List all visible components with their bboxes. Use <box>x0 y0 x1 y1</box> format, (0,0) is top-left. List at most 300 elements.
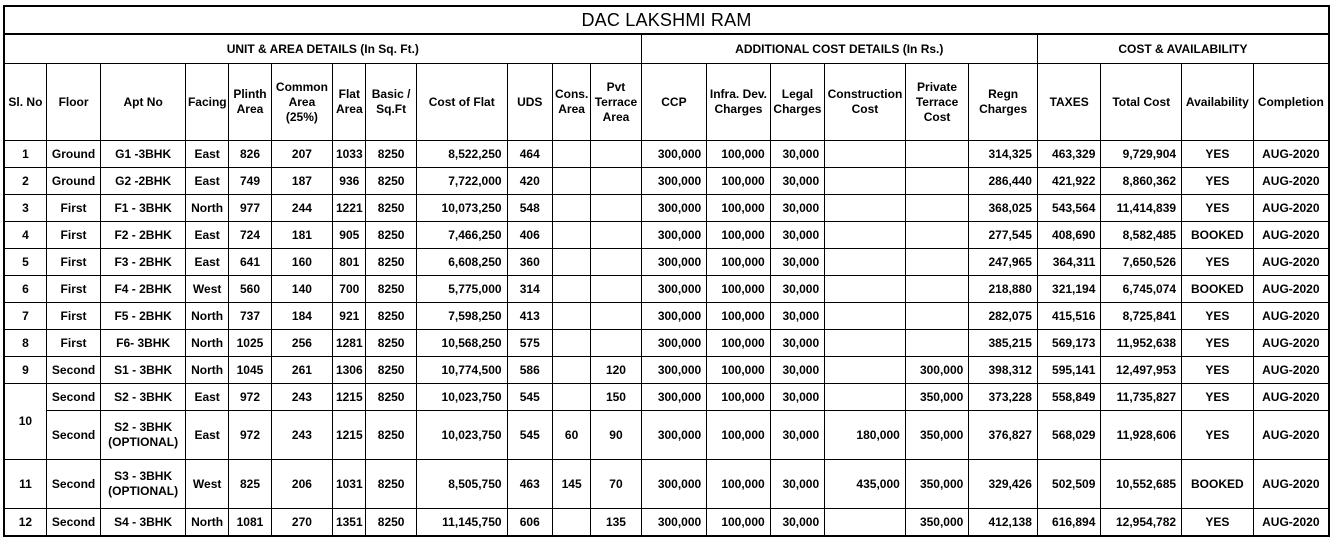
cell-facing: North <box>185 330 228 357</box>
cell-constr <box>825 168 906 195</box>
cell-total: 7,650,526 <box>1101 249 1182 276</box>
cell-basic: 8250 <box>366 168 416 195</box>
cell-total: 11,928,606 <box>1101 411 1182 460</box>
cell-privcost <box>905 222 969 249</box>
cell-legal: 30,000 <box>770 411 824 460</box>
cell-plinth: 724 <box>229 222 271 249</box>
cell-regn: 247,965 <box>969 249 1038 276</box>
cell-cost: 5,775,000 <box>416 276 507 303</box>
cell-taxes: 364,311 <box>1037 249 1101 276</box>
cell-cost: 7,722,000 <box>416 168 507 195</box>
cell-plinth: 826 <box>229 141 271 168</box>
cell-common: 207 <box>271 141 333 168</box>
cell-basic: 8250 <box>366 222 416 249</box>
col-header-legal: Legal Charges <box>770 64 824 141</box>
cell-cost: 10,073,250 <box>416 195 507 222</box>
cell-pvt <box>591 195 641 222</box>
cell-uds: 413 <box>507 303 552 330</box>
col-header-completion: Completion <box>1253 64 1329 141</box>
cell-completion: AUG-2020 <box>1253 411 1329 460</box>
cell-avail: YES <box>1182 303 1254 330</box>
cell-total: 8,582,485 <box>1101 222 1182 249</box>
cell-privcost <box>905 276 969 303</box>
col-header-uds: UDS <box>507 64 552 141</box>
cell-common: 187 <box>271 168 333 195</box>
table-row <box>4 222 1329 249</box>
cell-apt: F6- 3BHK <box>101 330 186 357</box>
cell-flat: 936 <box>333 168 366 195</box>
price-table <box>3 5 1330 537</box>
cell-total: 9,729,904 <box>1101 141 1182 168</box>
cell-flat: 1215 <box>333 384 366 411</box>
cell-plinth: 749 <box>229 168 271 195</box>
cell-pvt <box>591 222 641 249</box>
cell-total: 10,552,685 <box>1101 460 1182 509</box>
cell-cons <box>552 168 590 195</box>
cell-ccp: 300,000 <box>641 141 707 168</box>
cell-legal: 30,000 <box>770 357 824 384</box>
cell-privcost <box>905 330 969 357</box>
cell-apt: S2 - 3BHK (OPTIONAL) <box>101 411 186 460</box>
cell-sl: 1 <box>4 141 46 168</box>
cell-cost: 10,568,250 <box>416 330 507 357</box>
cell-uds: 406 <box>507 222 552 249</box>
col-header-total-cost: Total Cost <box>1101 64 1182 141</box>
cell-avail: YES <box>1182 141 1254 168</box>
cell-apt: S1 - 3BHK <box>101 357 186 384</box>
cell-infra: 100,000 <box>707 249 771 276</box>
cell-ccp: 300,000 <box>641 249 707 276</box>
table-row <box>4 357 1329 384</box>
cell-facing: East <box>185 168 228 195</box>
cell-basic: 8250 <box>366 411 416 460</box>
cell-apt: F4 - 2BHK <box>101 276 186 303</box>
cell-infra: 100,000 <box>707 141 771 168</box>
cell-regn: 376,827 <box>969 411 1038 460</box>
cell-privcost <box>905 195 969 222</box>
cell-completion: AUG-2020 <box>1253 357 1329 384</box>
cell-facing: East <box>185 141 228 168</box>
cell-facing: North <box>185 509 228 537</box>
cell-constr <box>825 303 906 330</box>
cell-cons <box>552 330 590 357</box>
cell-constr: 180,000 <box>825 411 906 460</box>
cell-infra: 100,000 <box>707 411 771 460</box>
cell-completion: AUG-2020 <box>1253 330 1329 357</box>
col-header-regn-charges: Regn Charges <box>969 64 1038 141</box>
cell-plinth: 737 <box>229 303 271 330</box>
table-row <box>4 195 1329 222</box>
cell-avail: YES <box>1182 509 1254 537</box>
cell-cons <box>552 141 590 168</box>
col-header-common-area: Common Area (25%) <box>271 64 333 141</box>
cell-avail: BOOKED <box>1182 276 1254 303</box>
cell-cons <box>552 384 590 411</box>
cell-plinth: 972 <box>229 411 271 460</box>
cell-plinth: 1045 <box>229 357 271 384</box>
cell-regn: 385,215 <box>969 330 1038 357</box>
cell-regn: 373,228 <box>969 384 1038 411</box>
cell-common: 160 <box>271 249 333 276</box>
cell-legal: 30,000 <box>770 384 824 411</box>
cell-completion: AUG-2020 <box>1253 509 1329 537</box>
cell-ccp: 300,000 <box>641 222 707 249</box>
cell-floor: Second <box>46 384 100 411</box>
cell-facing: East <box>185 222 228 249</box>
table-row <box>4 168 1329 195</box>
cell-privcost: 350,000 <box>905 411 969 460</box>
cell-constr <box>825 357 906 384</box>
cell-apt: F1 - 3BHK <box>101 195 186 222</box>
cell-uds: 463 <box>507 460 552 509</box>
cell-legal: 30,000 <box>770 330 824 357</box>
cell-total: 8,725,841 <box>1101 303 1182 330</box>
cell-common: 261 <box>271 357 333 384</box>
cell-floor: Ground <box>46 141 100 168</box>
cell-flat: 1033 <box>333 141 366 168</box>
cell-regn: 329,426 <box>969 460 1038 509</box>
table-row <box>4 141 1329 168</box>
cell-ccp: 300,000 <box>641 195 707 222</box>
cell-pvt <box>591 168 641 195</box>
cell-constr <box>825 276 906 303</box>
cell-plinth: 972 <box>229 384 271 411</box>
cell-privcost: 350,000 <box>905 384 969 411</box>
table-body <box>4 141 1329 537</box>
cell-infra: 100,000 <box>707 330 771 357</box>
cell-legal: 30,000 <box>770 509 824 537</box>
cell-sl: 3 <box>4 195 46 222</box>
cell-uds: 420 <box>507 168 552 195</box>
col-header-facing: Facing <box>185 64 228 141</box>
cell-completion: AUG-2020 <box>1253 249 1329 276</box>
price-sheet <box>3 5 1330 537</box>
cell-apt: S2 - 3BHK <box>101 384 186 411</box>
cell-cons: 145 <box>552 460 590 509</box>
table-row <box>4 276 1329 303</box>
table-row <box>4 411 1329 460</box>
cell-plinth: 825 <box>229 460 271 509</box>
col-header-plinth-area: Plinth Area <box>229 64 271 141</box>
cell-ccp: 300,000 <box>641 303 707 330</box>
cell-flat: 905 <box>333 222 366 249</box>
cell-legal: 30,000 <box>770 460 824 509</box>
cell-completion: AUG-2020 <box>1253 276 1329 303</box>
cell-total: 11,414,839 <box>1101 195 1182 222</box>
cell-regn: 218,880 <box>969 276 1038 303</box>
col-header-construction-cost: Construction Cost <box>825 64 906 141</box>
cell-sl: 10 <box>4 384 46 460</box>
col-header-availability: Availability <box>1182 64 1254 141</box>
cell-facing: North <box>185 195 228 222</box>
cell-apt: S4 - 3BHK <box>101 509 186 537</box>
cell-sl: 6 <box>4 276 46 303</box>
cell-uds: 545 <box>507 411 552 460</box>
cell-flat: 1215 <box>333 411 366 460</box>
cell-facing: West <box>185 460 228 509</box>
cell-infra: 100,000 <box>707 276 771 303</box>
cell-regn: 368,025 <box>969 195 1038 222</box>
cell-floor: First <box>46 303 100 330</box>
cell-cons <box>552 249 590 276</box>
cell-flat: 1031 <box>333 460 366 509</box>
cell-completion: AUG-2020 <box>1253 222 1329 249</box>
cell-taxes: 321,194 <box>1037 276 1101 303</box>
cell-common: 243 <box>271 384 333 411</box>
cell-total: 8,860,362 <box>1101 168 1182 195</box>
cell-completion: AUG-2020 <box>1253 303 1329 330</box>
cell-total: 6,745,074 <box>1101 276 1182 303</box>
cell-constr <box>825 222 906 249</box>
cell-total: 11,952,638 <box>1101 330 1182 357</box>
cell-common: 140 <box>271 276 333 303</box>
cell-basic: 8250 <box>366 249 416 276</box>
cell-infra: 100,000 <box>707 168 771 195</box>
cell-plinth: 1025 <box>229 330 271 357</box>
col-header-ccp: CCP <box>641 64 707 141</box>
group-header-unit-area: UNIT & AREA DETAILS (In Sq. Ft.) <box>4 34 641 64</box>
cell-pvt <box>591 330 641 357</box>
cell-basic: 8250 <box>366 384 416 411</box>
cell-completion: AUG-2020 <box>1253 168 1329 195</box>
cell-completion: AUG-2020 <box>1253 384 1329 411</box>
cell-facing: East <box>185 384 228 411</box>
cell-constr <box>825 384 906 411</box>
cell-basic: 8250 <box>366 357 416 384</box>
cell-uds: 360 <box>507 249 552 276</box>
cell-infra: 100,000 <box>707 195 771 222</box>
cell-cons: 60 <box>552 411 590 460</box>
cell-basic: 8250 <box>366 330 416 357</box>
cell-uds: 545 <box>507 384 552 411</box>
cell-sl: 2 <box>4 168 46 195</box>
cell-regn: 286,440 <box>969 168 1038 195</box>
cell-apt: G2 -2BHK <box>101 168 186 195</box>
cell-constr: 435,000 <box>825 460 906 509</box>
cell-flat: 1306 <box>333 357 366 384</box>
cell-pvt: 135 <box>591 509 641 537</box>
cell-flat: 921 <box>333 303 366 330</box>
cell-constr <box>825 249 906 276</box>
cell-ccp: 300,000 <box>641 276 707 303</box>
col-header-cost-of-flat: Cost of Flat <box>416 64 507 141</box>
cell-apt: F3 - 2BHK <box>101 249 186 276</box>
cell-cost: 7,466,250 <box>416 222 507 249</box>
cell-legal: 30,000 <box>770 276 824 303</box>
cell-facing: North <box>185 357 228 384</box>
cell-common: 206 <box>271 460 333 509</box>
cell-basic: 8250 <box>366 141 416 168</box>
cell-total: 11,735,827 <box>1101 384 1182 411</box>
cell-plinth: 641 <box>229 249 271 276</box>
cell-facing: North <box>185 303 228 330</box>
cell-legal: 30,000 <box>770 195 824 222</box>
cell-floor: Second <box>46 460 100 509</box>
cell-basic: 8250 <box>366 303 416 330</box>
cell-cost: 7,598,250 <box>416 303 507 330</box>
cell-taxes: 415,516 <box>1037 303 1101 330</box>
cell-privcost: 300,000 <box>905 357 969 384</box>
cell-basic: 8250 <box>366 460 416 509</box>
cell-taxes: 569,173 <box>1037 330 1101 357</box>
cell-pvt <box>591 303 641 330</box>
cell-basic: 8250 <box>366 509 416 537</box>
col-header-sl-no: Sl. No <box>4 64 46 141</box>
cell-pvt <box>591 276 641 303</box>
cell-avail: YES <box>1182 195 1254 222</box>
cell-cost: 8,505,750 <box>416 460 507 509</box>
cell-taxes: 558,849 <box>1037 384 1101 411</box>
cell-cost: 6,608,250 <box>416 249 507 276</box>
table-row <box>4 330 1329 357</box>
cell-privcost: 350,000 <box>905 509 969 537</box>
cell-uds: 314 <box>507 276 552 303</box>
group-header-additional-cost: ADDITIONAL COST DETAILS (In Rs.) <box>641 34 1037 64</box>
cell-sl: 11 <box>4 460 46 509</box>
cell-facing: East <box>185 249 228 276</box>
cell-apt: G1 -3BHK <box>101 141 186 168</box>
cell-ccp: 300,000 <box>641 460 707 509</box>
cell-basic: 8250 <box>366 195 416 222</box>
cell-regn: 398,312 <box>969 357 1038 384</box>
cell-privcost <box>905 141 969 168</box>
cell-common: 244 <box>271 195 333 222</box>
cell-legal: 30,000 <box>770 249 824 276</box>
cell-pvt: 120 <box>591 357 641 384</box>
cell-legal: 30,000 <box>770 168 824 195</box>
col-header-basic-sqft: Basic / Sq.Ft <box>366 64 416 141</box>
cell-flat: 1281 <box>333 330 366 357</box>
cell-constr <box>825 195 906 222</box>
col-header-taxes: TAXES <box>1037 64 1101 141</box>
cell-floor: First <box>46 195 100 222</box>
cell-avail: BOOKED <box>1182 460 1254 509</box>
cell-total: 12,497,953 <box>1101 357 1182 384</box>
cell-pvt <box>591 141 641 168</box>
cell-pvt: 150 <box>591 384 641 411</box>
page-title: DAC LAKSHMI RAM <box>4 6 1329 34</box>
cell-pvt: 90 <box>591 411 641 460</box>
group-header-cost-availability: COST & AVAILABILITY <box>1037 34 1329 64</box>
cell-legal: 30,000 <box>770 303 824 330</box>
table-row <box>4 384 1329 411</box>
cell-common: 243 <box>271 411 333 460</box>
cell-sl: 5 <box>4 249 46 276</box>
col-header-pvt-terrace-area: Pvt Terrace Area <box>591 64 641 141</box>
col-header-apt-no: Apt No <box>101 64 186 141</box>
cell-ccp: 300,000 <box>641 384 707 411</box>
cell-common: 181 <box>271 222 333 249</box>
cell-floor: First <box>46 330 100 357</box>
cell-flat: 1351 <box>333 509 366 537</box>
cell-pvt <box>591 249 641 276</box>
cell-apt: F2 - 2BHK <box>101 222 186 249</box>
cell-ccp: 300,000 <box>641 509 707 537</box>
cell-regn: 282,075 <box>969 303 1038 330</box>
cell-privcost <box>905 303 969 330</box>
col-header-infra-dev: Infra. Dev. Charges <box>707 64 771 141</box>
cell-avail: YES <box>1182 330 1254 357</box>
cell-cons <box>552 303 590 330</box>
cell-completion: AUG-2020 <box>1253 460 1329 509</box>
cell-privcost <box>905 168 969 195</box>
cell-sl: 4 <box>4 222 46 249</box>
cell-cost: 11,145,750 <box>416 509 507 537</box>
col-header-floor: Floor <box>46 64 100 141</box>
cell-taxes: 568,029 <box>1037 411 1101 460</box>
cell-infra: 100,000 <box>707 357 771 384</box>
col-header-private-terrace-cost: Private Terrace Cost <box>905 64 969 141</box>
cell-cons <box>552 276 590 303</box>
cell-taxes: 421,922 <box>1037 168 1101 195</box>
cell-flat: 801 <box>333 249 366 276</box>
cell-floor: Second <box>46 357 100 384</box>
cell-pvt: 70 <box>591 460 641 509</box>
cell-sl: 9 <box>4 357 46 384</box>
cell-infra: 100,000 <box>707 509 771 537</box>
cell-infra: 100,000 <box>707 222 771 249</box>
cell-ccp: 300,000 <box>641 357 707 384</box>
cell-floor: Second <box>46 509 100 537</box>
col-header-cons-area: Cons. Area <box>552 64 590 141</box>
cell-uds: 464 <box>507 141 552 168</box>
cell-taxes: 543,564 <box>1037 195 1101 222</box>
cell-cost: 8,522,250 <box>416 141 507 168</box>
cell-regn: 277,545 <box>969 222 1038 249</box>
cell-floor: First <box>46 276 100 303</box>
cell-floor: Ground <box>46 168 100 195</box>
cell-plinth: 977 <box>229 195 271 222</box>
cell-infra: 100,000 <box>707 460 771 509</box>
cell-avail: YES <box>1182 249 1254 276</box>
cell-sl: 8 <box>4 330 46 357</box>
cell-facing: East <box>185 411 228 460</box>
cell-uds: 586 <box>507 357 552 384</box>
cell-uds: 548 <box>507 195 552 222</box>
cell-taxes: 502,509 <box>1037 460 1101 509</box>
cell-ccp: 300,000 <box>641 168 707 195</box>
cell-ccp: 300,000 <box>641 411 707 460</box>
cell-regn: 314,325 <box>969 141 1038 168</box>
cell-completion: AUG-2020 <box>1253 195 1329 222</box>
cell-constr <box>825 141 906 168</box>
cell-uds: 606 <box>507 509 552 537</box>
cell-floor: First <box>46 222 100 249</box>
cell-floor: First <box>46 249 100 276</box>
cell-cost: 10,023,750 <box>416 384 507 411</box>
cell-infra: 100,000 <box>707 303 771 330</box>
cell-avail: YES <box>1182 168 1254 195</box>
table-row <box>4 303 1329 330</box>
cell-taxes: 595,141 <box>1037 357 1101 384</box>
cell-privcost: 350,000 <box>905 460 969 509</box>
cell-cons <box>552 357 590 384</box>
cell-privcost <box>905 249 969 276</box>
cell-apt: F5 - 2BHK <box>101 303 186 330</box>
cell-common: 184 <box>271 303 333 330</box>
cell-apt: S3 - 3BHK (OPTIONAL) <box>101 460 186 509</box>
cell-avail: BOOKED <box>1182 222 1254 249</box>
cell-floor: Second <box>46 411 100 460</box>
cell-ccp: 300,000 <box>641 330 707 357</box>
table-bottom-edge <box>3 532 1330 537</box>
cell-common: 270 <box>271 509 333 537</box>
cell-avail: YES <box>1182 411 1254 460</box>
cell-basic: 8250 <box>366 276 416 303</box>
cell-completion: AUG-2020 <box>1253 141 1329 168</box>
col-header-flat-area: Flat Area <box>333 64 366 141</box>
cell-sl: 7 <box>4 303 46 330</box>
